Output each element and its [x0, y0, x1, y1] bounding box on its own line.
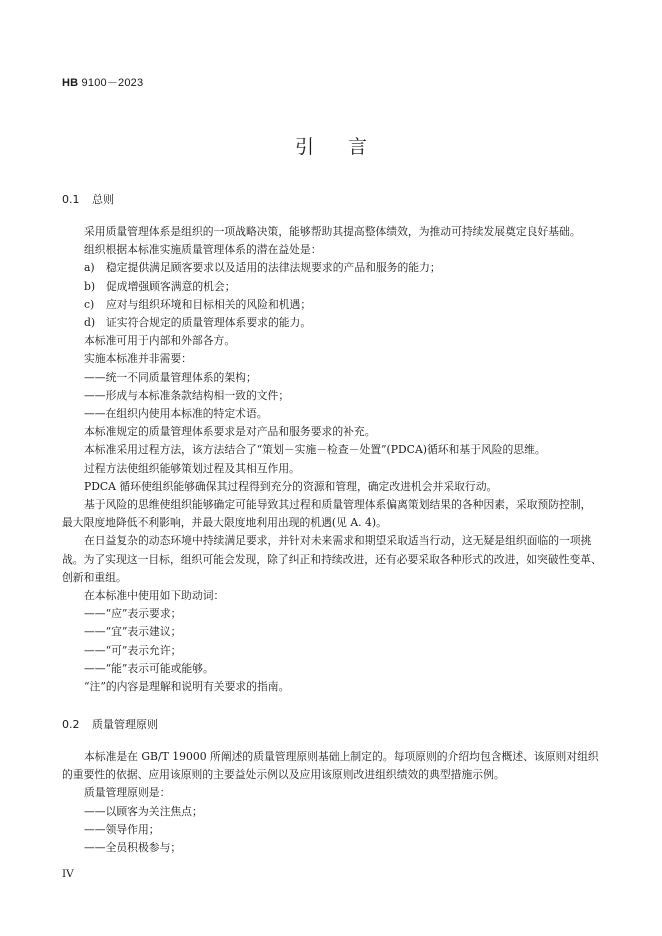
dash-item: ——全员积极参与；	[84, 841, 182, 855]
list-marker: d)	[84, 316, 96, 330]
paragraph: 采用质量管理体系是组织的一项战略决策，能够帮助其提高整体绩效，为推动可持续发展奠定良好基础。	[84, 225, 581, 238]
section-number: 0.1	[62, 193, 80, 206]
paragraph: 在本标准中使用如下助动词：	[84, 589, 225, 603]
list-text: 促成增强顾客满意的机会；	[106, 279, 236, 293]
note-paragraph: “注”的内容是理解和说明有关要求的指南。	[84, 680, 290, 694]
section-title: 质量管理原则	[92, 718, 158, 731]
paragraph: 本标准可用于内部和外部各方。	[84, 334, 236, 348]
dash-item: ——“宜”表示建议；	[84, 625, 182, 639]
dash-item: ——领导作用；	[84, 822, 160, 836]
dash-item: ——以顾客为关注焦点；	[84, 804, 203, 818]
paragraph: 基于风险的思维使组织能够确定可能导致其过程和质量管理体系偏离策划结果的各种因素，采取预防控制，最大限度地降低不利影响，并最大限度地利用出现的机遇(见 A. 4)。	[62, 498, 592, 530]
document-identifier	[62, 74, 143, 90]
section-number: 0.2	[62, 718, 80, 731]
dash-item: ——统一不同质量管理体系的架构；	[84, 370, 257, 384]
list-marker: b)	[84, 279, 96, 293]
dash-item: ——“能”表示可能或能够。	[84, 661, 214, 675]
doc-prefix: HB	[62, 77, 79, 89]
dash-item: ——“可”表示允许；	[84, 643, 182, 657]
list-item	[62, 314, 602, 332]
paragraph: 本标准采用过程方法，该方法结合了“策划－实施－检查－处置”(PDCA)循环和基于风险的思维。	[84, 443, 546, 457]
paragraph: PDCA 循环使组织能够确保其过程得到充分的资源和管理，确定改进机会并采取行动。	[84, 479, 498, 493]
dash-item: ——在组织内使用本标准的特定术语。	[84, 407, 268, 421]
doc-number: 9100－2023	[78, 77, 144, 89]
list-item	[62, 259, 602, 277]
paragraph: 在日益复杂的动态环境中持续满足要求，并针对未来需求和期望采取适当行动，这无疑是组织面临的一项挑战。为了实现这一目标，组织可能会发现，除了纠正和持续改进，还有必要采取各种形式的改进，如突破性变革、创新和重组。	[62, 534, 602, 584]
list-text: 证实符合规定的质量管理体系要求的能力。	[106, 316, 312, 330]
list-marker: c)	[84, 297, 95, 311]
dash-item: ——“应”表示要求；	[84, 607, 182, 621]
dash-item: ——形成与本标准条款结构相一致的文件；	[84, 388, 290, 402]
page-number: IV	[62, 868, 74, 880]
page-title: 引言	[294, 136, 401, 158]
paragraph: 本标准是在 GB/T 19000 所阐述的质量管理原则基础上制定的。每项原则的介绍均包含概述、该原则对组织的重要性的依据、应用该原则的主要益处示例以及应用该原则改进组织绩效的典型措施示例。	[62, 750, 599, 782]
paragraph: 过程方法使组织能够策划过程及其相互作用。	[84, 461, 300, 475]
section-body-principles	[62, 748, 602, 857]
paragraph: 质量管理原则是：	[84, 786, 171, 800]
list-item	[62, 296, 602, 314]
paragraph: 组织根据本标准实施质量管理体系的潜在益处是：	[84, 243, 322, 257]
list-text: 应对与组织环境和目标相关的风险和机遇；	[106, 297, 312, 311]
section-heading-principles	[62, 716, 158, 732]
list-text: 稳定提供满足顾客要求以及适用的法律法规要求的产品和服务的能力；	[106, 261, 441, 275]
list-marker: a)	[84, 261, 95, 275]
section-title: 总则	[92, 193, 114, 206]
list-item	[62, 278, 602, 296]
paragraph: 实施本标准并非需要：	[84, 352, 192, 366]
section-body-general	[62, 223, 602, 696]
section-heading-general	[62, 191, 114, 207]
paragraph: 本标准规定的质量管理体系要求是对产品和服务要求的补充。	[84, 425, 376, 439]
